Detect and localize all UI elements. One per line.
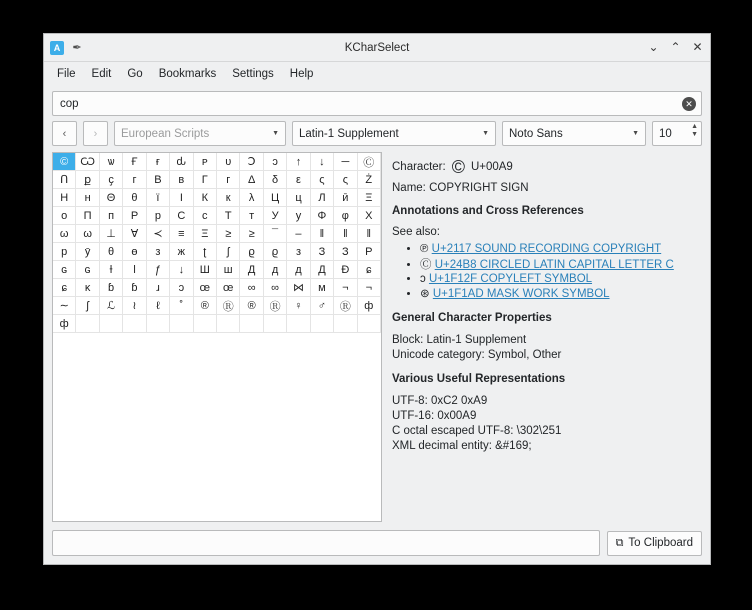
character-cell[interactable]: с [194,207,217,225]
see-also-item [420,273,702,285]
character-codepoint: U+00A9 [470,161,513,173]
character-cell[interactable]: ҫ [100,171,123,189]
character-cell[interactable]: ≥ [217,225,240,243]
character-cell[interactable]: ‖ [358,225,381,243]
character-cell[interactable]: Ↄ [240,153,263,171]
character-cell[interactable]: ↄ [264,153,287,171]
character-cell[interactable]: ɕ [53,279,76,297]
search-input[interactable] [53,92,701,115]
character-cell[interactable]: С [170,207,193,225]
see-also-link[interactable]: U+1F12F COPYLEFT SYMBOL [428,273,593,285]
character-cell[interactable]: Ѡ [76,153,99,171]
character-cell[interactable]: ʃ [217,243,240,261]
representations-heading: Various Useful Representations [392,373,566,385]
menu-bar [44,62,710,85]
character-cell[interactable]: к [217,189,240,207]
character-cell[interactable]: Ⓡ [264,297,287,315]
stepper-down-icon[interactable]: ▼ [691,131,698,138]
character-cell[interactable] [358,315,381,333]
character-cell[interactable]: П [76,207,99,225]
see-also-label: See also: [392,226,440,238]
block-dropdown[interactable] [292,121,496,146]
general-properties-heading: General Character Properties [392,312,552,324]
character-cell[interactable]: Ż [358,171,381,189]
minimize-icon[interactable]: ⌄ [648,40,659,54]
character-cell[interactable]: ĸ [76,279,99,297]
representation-c-octal: C octal escaped UTF-8: \302\251 [392,425,562,437]
property-block: Block: Latin-1 Supplement [392,334,527,346]
character-cell[interactable]: ԃ [170,153,193,171]
title-bar-left [50,41,84,55]
character-cell[interactable] [123,315,146,333]
character-glyph: © [451,157,465,177]
font-size-stepper[interactable] [652,121,702,146]
character-cell[interactable] [334,315,357,333]
character-cell[interactable] [147,315,170,333]
character-cell[interactable]: р [53,243,76,261]
back-button[interactable]: ‹ [52,121,77,146]
character-cell[interactable]: ᴘ [194,153,217,171]
character-cell[interactable] [194,315,217,333]
filter-toolbar [44,121,710,152]
character-cell[interactable]: ɹ [147,279,170,297]
character-cell[interactable]: Θ [100,189,123,207]
menu-settings[interactable]: Settings [232,67,274,80]
character-cell[interactable]: Ⓡ [334,297,357,315]
menu-go[interactable]: Go [127,67,143,80]
title-bar [44,34,710,62]
character-cell[interactable]: – [287,225,310,243]
see-also-glyph: Ⓒ [420,259,435,271]
character-cell[interactable]: Ξ [358,189,381,207]
character-cell[interactable]: ք [76,171,99,189]
character-cell[interactable]: ℒ [100,297,123,315]
see-also-link[interactable]: U+24B8 CIRCLED LATIN CAPITAL LETTER C [434,259,674,271]
character-cell[interactable]: ® [240,297,263,315]
character-cell[interactable]: ℓ [147,297,170,315]
font-size-value: 10 [659,127,672,140]
character-cell[interactable]: ƒ [147,261,170,279]
character-cell[interactable]: Ð [334,261,357,279]
character-cell[interactable]: ς [334,171,357,189]
character-cell[interactable]: ω [53,225,76,243]
character-cell[interactable]: ө [123,243,146,261]
character-cell[interactable]: Ξ [194,225,217,243]
character-cell[interactable]: з [287,243,310,261]
character-cell[interactable]: ǀ [123,261,146,279]
see-also-glyph: ↄ [420,273,429,285]
window-title: KCharSelect [344,41,410,54]
character-cell[interactable]: К [194,189,217,207]
character-cell[interactable]: м [311,279,334,297]
character-table[interactable] [52,152,382,522]
character-cell[interactable]: ϱ [240,243,263,261]
see-also-item [420,256,702,272]
search-row [44,85,710,121]
app-icon: A [50,41,64,55]
see-also-item [420,243,702,255]
character-cell[interactable]: ɢ [76,261,99,279]
representation-utf16: UTF-16: 0x00A9 [392,410,477,422]
character-cell[interactable]: Ⓒ [358,153,381,171]
character-cell[interactable]: ↓ [311,153,334,171]
character-cell[interactable] [240,315,263,333]
character-cell[interactable]: ω [76,225,99,243]
character-cell[interactable]: у [287,207,310,225]
character-cell[interactable]: ѡ [100,153,123,171]
character-cell[interactable] [100,315,123,333]
character-cell[interactable]: ♂ [311,297,334,315]
character-cell[interactable]: ɔ [170,279,193,297]
character-cell[interactable] [287,315,310,333]
stepper-arrows [691,123,698,139]
character-cell[interactable]: ∼ [53,297,76,315]
character-cell[interactable]: ӣ [334,189,357,207]
see-also-glyph: ⊛ [420,288,433,300]
representation-utf8: UTF-8: 0xC2 0xA9 [392,395,488,407]
character-cell[interactable]: п [100,207,123,225]
character-cell[interactable]: ɕ [358,261,381,279]
character-cell[interactable]: Χ [358,207,381,225]
character-cell[interactable]: ɓ [123,279,146,297]
character-cell[interactable]: ϱ [264,243,287,261]
character-cell[interactable]: в [170,171,193,189]
character-cell[interactable]: ж [170,243,193,261]
character-cell[interactable] [76,315,99,333]
character-cell[interactable]: Ⓡ [217,297,240,315]
character-cell[interactable]: ¬ [334,279,357,297]
menu-help[interactable]: Help [289,67,314,80]
search-field-wrapper [52,91,702,116]
character-cell[interactable]: Φ [311,207,334,225]
character-cell[interactable]: Δ [240,171,263,189]
character-cell[interactable]: ≺ [147,225,170,243]
character-cell[interactable]: ц [287,189,310,207]
character-cell[interactable] [264,315,287,333]
character-cell[interactable]: œ [194,279,217,297]
forward-button[interactable]: › [83,121,108,146]
character-cell[interactable]: ї [147,189,170,207]
character-cell[interactable]: д [264,261,287,279]
character-cell[interactable]: ф [53,315,76,333]
window-controls [647,41,704,54]
character-cell[interactable]: © [53,153,76,171]
character-cell[interactable]: ≀ [123,297,146,315]
character-cell[interactable]: В [147,171,170,189]
menu-edit[interactable]: Edit [91,67,112,80]
character-cell[interactable]: Ɨ [100,261,123,279]
character-cell[interactable]: Д [311,261,334,279]
character-cell[interactable]: ∞ [264,279,287,297]
character-cell[interactable]: ʃ [76,297,99,315]
character-cell[interactable] [311,315,334,333]
annotations-heading: Annotations and Cross References [392,205,584,217]
maximize-icon[interactable]: ⌃ [670,40,681,54]
to-clipboard-label: To Clipboard [628,537,693,549]
character-cell[interactable]: Т [217,207,240,225]
pin-icon[interactable]: ✒ [72,41,82,54]
character-cell[interactable]: ш [217,261,240,279]
see-also-glyph: ℗ [420,243,432,255]
character-cell[interactable]: Р [358,243,381,261]
see-also-link[interactable]: U+2117 SOUND RECORDING COPYRIGHT [431,243,662,255]
menu-bookmarks[interactable]: Bookmarks [158,67,217,80]
character-cell[interactable] [170,315,193,333]
see-also-link[interactable]: U+1F1AD MASK WORK SYMBOL [432,288,610,300]
character-cell[interactable]: д [287,261,310,279]
character-cell[interactable]: ᴜ [217,153,240,171]
character-cell[interactable]: г [217,171,240,189]
character-cell[interactable]: ‖ [311,225,334,243]
character-cell[interactable]: Г [194,171,217,189]
character-cell[interactable]: ↑ [287,153,310,171]
character-cell[interactable]: Ո [53,171,76,189]
font-dropdown[interactable] [502,121,646,146]
character-cell[interactable]: Р [123,207,146,225]
character-cell[interactable]: ∀ [123,225,146,243]
close-icon[interactable]: ✕ [692,40,703,54]
see-also-list [392,243,702,300]
to-clipboard-button[interactable] [607,531,702,556]
clipboard-icon: ⧉ [615,536,624,549]
chevron-down-icon: ▼ [482,130,489,137]
character-cell[interactable]: ӯ [76,243,99,261]
character-cell[interactable]: ʈ [194,243,217,261]
character-cell[interactable]: Ш [194,261,217,279]
character-cell[interactable]: З [334,243,357,261]
character-cell[interactable]: ⊥ [100,225,123,243]
menu-file[interactable]: File [57,67,76,80]
character-cell[interactable]: Н [53,189,76,207]
character-cell[interactable]: ғ [147,153,170,171]
character-cell[interactable]: ‖ [334,225,357,243]
chevron-down-icon: ▼ [632,130,639,137]
character-cell[interactable]: ∞ [240,279,263,297]
block-dropdown-value: Latin-1 Supplement [299,127,399,140]
character-cell[interactable]: ≥ [240,225,263,243]
main-content [44,152,710,522]
character-cell[interactable]: І [170,189,193,207]
property-category: Unicode category: Symbol, Other [392,349,562,361]
character-cell[interactable]: ε [287,171,310,189]
character-cell[interactable]: ˚ [170,297,193,315]
character-cell[interactable]: о [53,207,76,225]
character-cell[interactable]: ф [358,297,381,315]
character-name: Name: COPYRIGHT SIGN [392,182,529,194]
character-cell[interactable]: ♀ [287,297,310,315]
character-cell[interactable]: θ [100,243,123,261]
character-cell[interactable]: Ц [264,189,287,207]
character-cell[interactable]: ɓ [100,279,123,297]
character-cell[interactable]: ≡ [170,225,193,243]
character-cell[interactable]: θ [123,189,146,207]
character-cell[interactable]: ↓ [170,261,193,279]
character-cell[interactable]: н [76,189,99,207]
stepper-up-icon[interactable]: ▲ [691,123,698,130]
character-cell[interactable]: р [147,207,170,225]
representation-xml-entity: XML decimal entity: &#169; [392,440,532,452]
character-label: Character: [392,161,446,173]
spacer [392,363,702,373]
character-cell[interactable]: œ [217,279,240,297]
character-cell[interactable]: З [311,243,334,261]
character-cell[interactable]: ─ [334,153,357,171]
character-cell[interactable]: Л [311,189,334,207]
scripts-dropdown-value: European Scripts [121,127,210,140]
see-also-item [420,286,702,300]
bottom-bar [44,522,710,564]
character-cell[interactable]: ¯ [264,225,287,243]
clear-search-icon[interactable]: ✕ [682,97,696,111]
chevron-down-icon: ▼ [272,130,279,137]
character-cell[interactable]: г [123,171,146,189]
character-cell[interactable]: У [264,207,287,225]
character-output-input[interactable] [52,530,600,556]
character-cell[interactable]: ς [311,171,334,189]
character-cell[interactable]: Ғ [123,153,146,171]
font-dropdown-value: Noto Sans [509,127,563,140]
character-cell[interactable]: λ [240,189,263,207]
scripts-dropdown[interactable] [114,121,286,146]
character-cell[interactable]: ɢ [53,261,76,279]
character-cell[interactable] [217,315,240,333]
character-cell[interactable]: ⋈ [287,279,310,297]
character-details-panel [382,152,702,522]
character-cell[interactable]: φ [334,207,357,225]
character-cell[interactable]: Д [240,261,263,279]
character-cell[interactable]: δ [264,171,287,189]
character-line [392,158,702,176]
character-grid[interactable] [53,153,381,333]
character-cell[interactable]: з [147,243,170,261]
character-cell[interactable]: ¬ [358,279,381,297]
kcharselect-window [43,33,711,565]
character-cell[interactable]: ® [194,297,217,315]
character-cell[interactable]: т [240,207,263,225]
